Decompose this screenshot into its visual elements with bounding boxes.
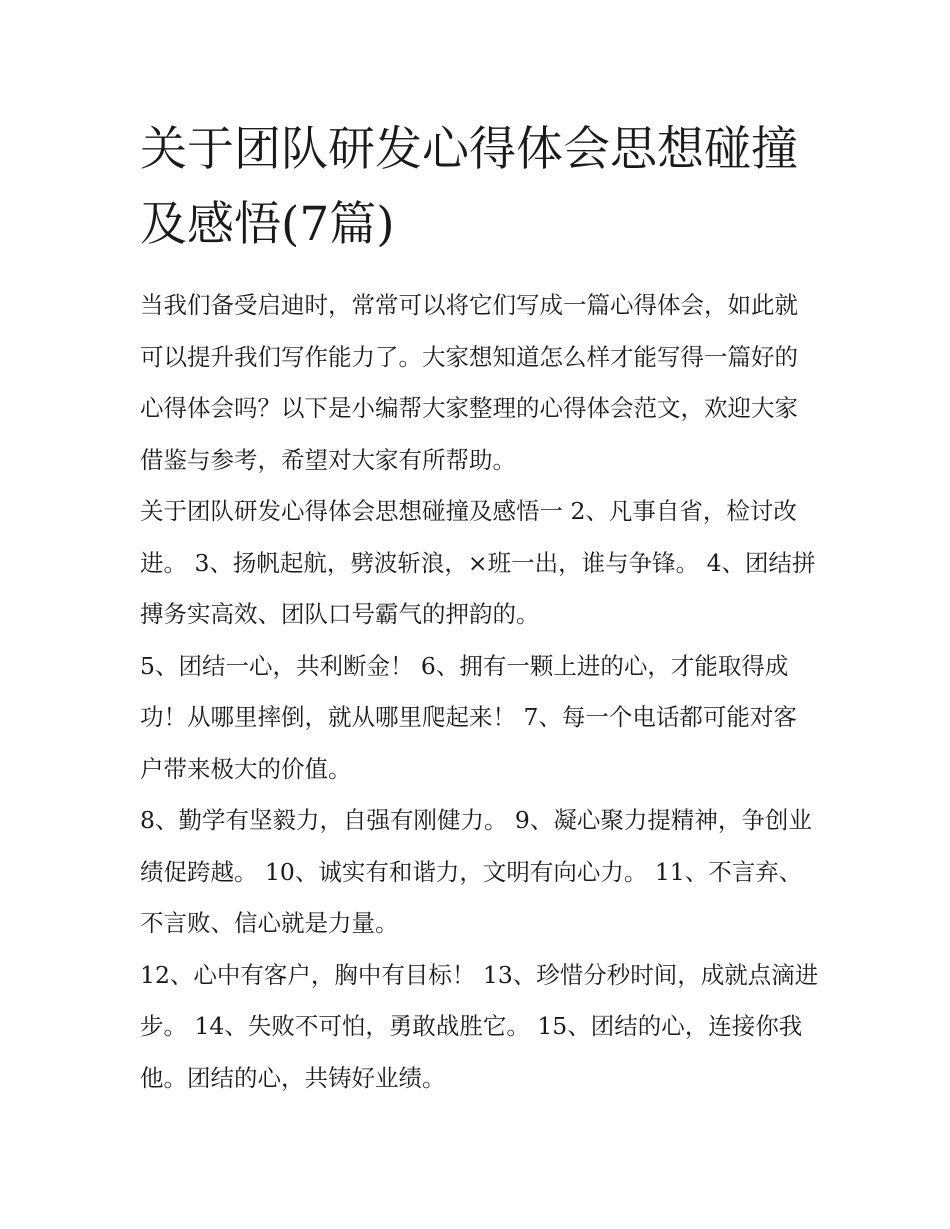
document-page xyxy=(140,112,820,1104)
paragraph-3: 8、勤学有坚毅力，自强有刚健力。 9、凝心聚力提精神，争创业绩促跨越。 10、诚实有和谐力，文明有向心力。 11、不言弃、不言败、信心就是力量。 xyxy=(140,806,812,937)
paragraph-1: 关于团队研发心得体会思想碰撞及感悟一 2、凡事自省，检讨改进。 3、扬帆起航，劈波斩浪，×班一出，谁与争锋。 4、团结拼搏务实高效、团队口号霸气的押韵的。 xyxy=(140,497,816,628)
paragraph-2: 5、团结一心，共利断金！ 6、拥有一颗上进的心，才能取得成功！从哪里摔倒，就从哪里爬起来！ 7、每一个电话都可能对客户带来极大的价值。 xyxy=(140,651,797,783)
paragraph-4: 12、心中有客户，胸中有目标！ 13、珍惜分秒时间，成就点滴进步。 14、失败不可怕，勇敢战胜它。 15、团结的心，连接你我他。团结的心，共铸好业绩。 xyxy=(140,960,819,1092)
document-title: 关于团队研发心得体会思想碰撞及感悟(7篇) xyxy=(140,122,798,252)
paragraph-intro: 当我们备受启迪时，常常可以将它们写成一篇心得体会，如此就可以提升我们写作能力了。大家想知道怎么样才能写得一篇好的心得体会吗？以下是小编帮大家整理的心得体会范文，欢迎大家借鉴与参考，希望对大家有所帮助。 xyxy=(140,291,798,474)
document-body xyxy=(140,280,820,1104)
